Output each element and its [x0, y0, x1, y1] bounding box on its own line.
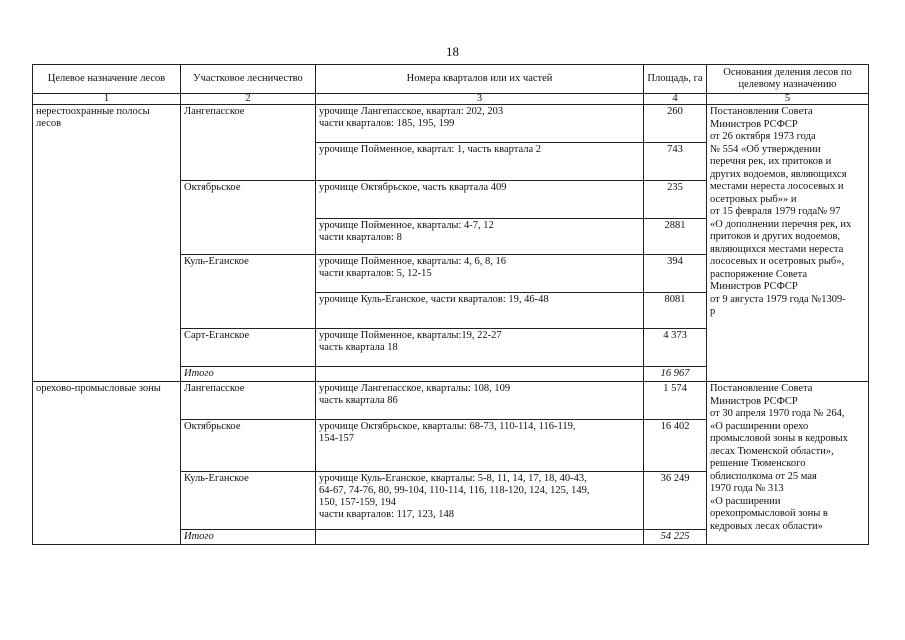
basis-line: от 15 февраля 1979 года№ 97: [710, 206, 841, 217]
quarters-cell: [316, 472, 644, 530]
basis-line: решение Тюменского: [710, 458, 806, 469]
forestry-cell: Октябрьское: [181, 420, 316, 472]
basis-line: лесах Тюменской области»,: [710, 445, 834, 457]
basis-cell: [707, 382, 869, 545]
column-number: 2: [181, 94, 316, 105]
header-purpose: Целевое назначение лесов: [33, 65, 181, 94]
header-area: Площадь, га: [644, 65, 707, 94]
basis-line: осетровых рыб»» и: [710, 193, 797, 205]
basis-line: от 9 августа 1979 года №1309-: [710, 293, 846, 305]
quarters-cell: [316, 293, 644, 329]
area-cell: 1 574: [644, 382, 707, 420]
quarters-cell: [316, 420, 644, 472]
basis-line: кедровых лесах области»: [710, 520, 823, 532]
quarters-cell: [316, 181, 644, 219]
quarters-line: урочище Лангепасское, квартал: 202, 203: [319, 106, 504, 117]
table-row: [33, 105, 869, 143]
empty-cell: [316, 367, 644, 382]
quarters-line: части кварталов: 5, 12-15: [319, 268, 432, 279]
area-cell: 16 402: [644, 420, 707, 472]
total-value: 54 225: [644, 530, 707, 545]
quarters-line: 64-67, 74-76, 80, 99-104, 110-114, 116, 118-120, 124, 125, 149,: [319, 485, 590, 496]
basis-line: являющихся местами нереста: [710, 243, 844, 255]
quarters-line: части кварталов: 117, 123, 148: [319, 509, 454, 520]
quarters-cell: [316, 255, 644, 293]
basis-line: местами нереста лососевых и: [710, 181, 844, 192]
basis-line: притоков и других водоемов,: [710, 231, 841, 242]
total-label: Итого: [181, 530, 316, 545]
area-cell: 36 249: [644, 472, 707, 530]
basis-line: перечня рек, их притоков и: [710, 156, 832, 167]
basis-line: от 26 октября 1973 года: [710, 131, 816, 142]
basis-line: Министров РСФСР: [710, 395, 798, 407]
area-cell: 8081: [644, 293, 707, 329]
area-cell: 260: [644, 105, 707, 143]
quarters-cell: [316, 143, 644, 181]
quarters-cell: [316, 219, 644, 255]
area-cell: 235: [644, 181, 707, 219]
forestry-cell: Октябрьское: [181, 181, 316, 255]
page-number: 18: [446, 44, 459, 59]
basis-line: Министров РСФСР: [710, 281, 798, 292]
basis-line: «О дополнении перечня рек, их: [710, 218, 852, 230]
total-value: 16 967: [644, 367, 707, 382]
quarters-line: урочище Октябрьское, кварталы: 68-73, 110-114, 116-119,: [319, 421, 576, 432]
basis-line: других водоемов, являющихся: [710, 168, 847, 180]
column-number: 5: [707, 94, 869, 105]
basis-line: облисполкома от 25 мая: [710, 470, 817, 482]
quarters-line: урочище Октябрьское, часть квартала 409: [319, 182, 507, 193]
area-cell: 2881: [644, 219, 707, 255]
basis-line: «О расширении: [710, 495, 781, 507]
quarters-line: урочище Пойменное, кварталы:19, 22-27: [319, 330, 502, 341]
quarters-line: части кварталов: 8: [319, 232, 402, 243]
forestry-cell: Куль-Еганское: [181, 472, 316, 530]
area-cell: 394: [644, 255, 707, 293]
basis-line: распоряжение Совета: [710, 268, 808, 280]
basis-line: Постановление Совета: [710, 383, 813, 394]
basis-line: Постановления Совета: [710, 106, 813, 117]
forest-purpose-table: [32, 64, 869, 545]
basis-line: лососевых и осетровых рыб»,: [710, 256, 845, 267]
quarters-line: части кварталов: 185, 195, 199: [319, 118, 455, 129]
quarters-line: часть квартала 86: [319, 395, 398, 406]
basis-line: промысловой зоны в кедровых: [710, 433, 848, 444]
quarters-cell: [316, 329, 644, 367]
forestry-cell: Лангепасское: [181, 382, 316, 420]
forestry-cell: Сарт-Еганское: [181, 329, 316, 367]
basis-line: № 554 «Об утверждении: [710, 143, 821, 155]
basis-line: от 30 апреля 1970 года № 264,: [710, 408, 845, 419]
quarters-line: 154-157: [319, 433, 354, 444]
quarters-line: урочище Куль-Еганское, части кварталов: 19, 46-48: [319, 294, 549, 305]
header-basis: Основания деления лесов по целевому назначению: [707, 65, 869, 94]
header-quarters: Номера кварталов или их частей: [316, 65, 644, 94]
quarters-line: урочище Куль-Еганское, кварталы: 5-8, 11, 14, 17, 18, 40-43,: [319, 473, 587, 484]
quarters-cell: [316, 382, 644, 420]
basis-line: «О расширении орехо: [710, 420, 809, 432]
quarters-line: часть квартала 18: [319, 342, 398, 353]
quarters-line: урочище Пойменное, квартал: 1, часть квартала 2: [319, 144, 542, 155]
purpose-cell: нерестоохранные полосы лесов: [33, 105, 181, 382]
table-row: [33, 382, 869, 420]
total-label: Итого: [181, 367, 316, 382]
basis-line: р: [710, 306, 716, 317]
basis-line: Министров РСФСР: [710, 118, 798, 130]
basis-cell: [707, 105, 869, 382]
area-cell: 4 373: [644, 329, 707, 367]
empty-cell: [316, 530, 644, 545]
quarters-line: 150, 157-159, 194: [319, 497, 396, 508]
basis-line: орехопромысловой зоны в: [710, 508, 828, 519]
quarters-line: урочище Пойменное, кварталы: 4-7, 12: [319, 220, 494, 231]
column-number: 1: [33, 94, 181, 105]
area-cell: 743: [644, 143, 707, 181]
header-forestry: Участковое лесничество: [181, 65, 316, 94]
forestry-cell: Куль-Еганское: [181, 255, 316, 329]
quarters-cell: [316, 105, 644, 143]
column-number: 3: [316, 94, 644, 105]
quarters-line: урочище Пойменное, кварталы: 4, 6, 8, 16: [319, 256, 507, 267]
forestry-cell: Лангепасское: [181, 105, 316, 181]
basis-line: 1970 года № 313: [710, 483, 784, 494]
quarters-line: урочище Лангепасское, кварталы: 108, 109: [319, 383, 511, 394]
purpose-cell: орехово-промысловые зоны: [33, 382, 181, 545]
column-number: 4: [644, 94, 707, 105]
